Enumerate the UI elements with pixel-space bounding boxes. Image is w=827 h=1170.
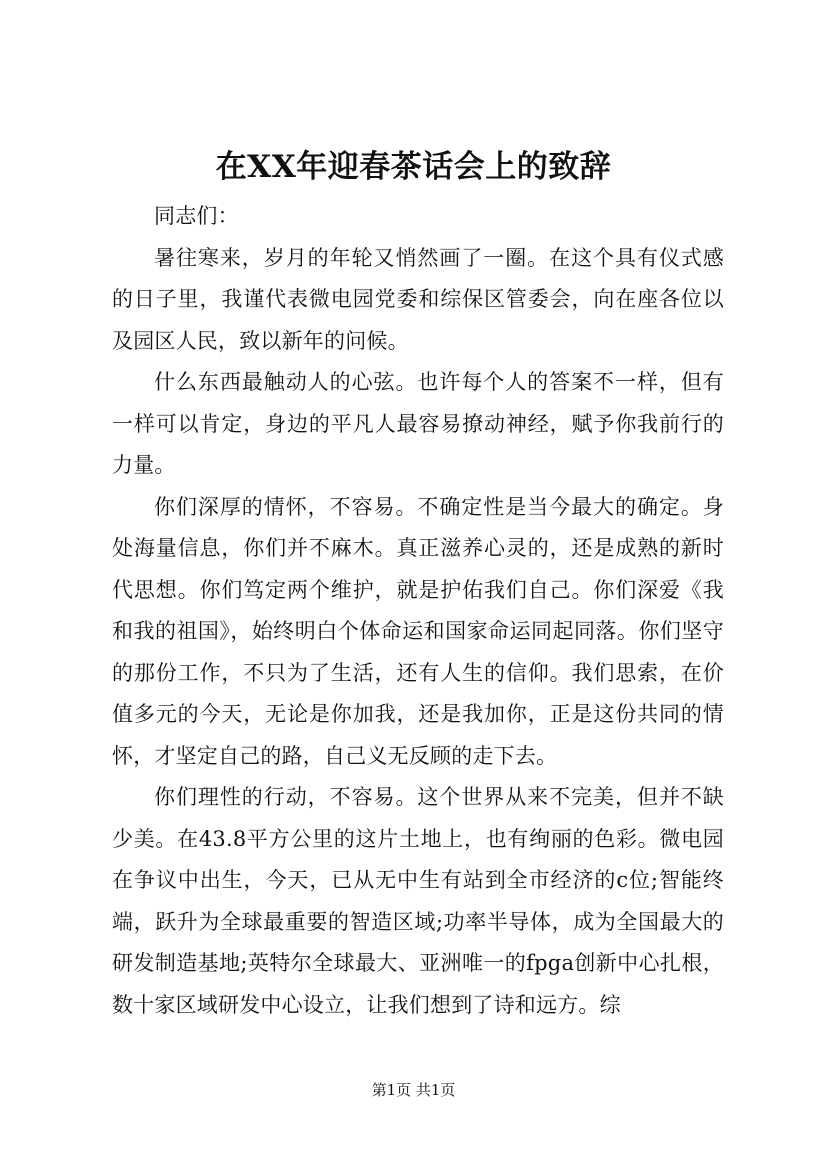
paragraph-1: 暑往寒来，岁月的年轮又悄然画了一圈。在这个具有仪式感的日子里，我谨代表微电园党委和综保区管委会，向在座各位以及园区人民，致以新年的问候。 bbox=[112, 245, 724, 353]
salutation: 同志们： bbox=[154, 204, 239, 228]
paragraph-3: 你们深厚的情怀，不容易。不确定性是当今最大的确定。身处海量信息，你们并不麻木。真正滋养心灵的，还是成熟的新时代思想。你们笃定两个维护，就是护佑我们自己。你们深爱《我和我的祖国》，始终明白个体命运和国家命运同起同落。你们坚守的那份工作，不只为了生活，还有人生的信仰。我们思索，在价值多元的今天，无论是你加我，还是我加你，正是这份共同的情怀，才坚定自己的路，自己义无反顾的走下去。 bbox=[112, 494, 724, 768]
document-body bbox=[112, 196, 724, 1026]
page-footer: 第1页 共1页 bbox=[371, 1081, 456, 1099]
paragraph-2: 什么东西最触动人的心弦。也许每个人的答案不一样，但有一样可以肯定，身边的平凡人最容易撩动神经，赋予你我前行的力量。 bbox=[112, 370, 724, 477]
document-title: 在XX年迎春茶话会上的致辞 bbox=[215, 149, 612, 185]
paragraph-4: 你们理性的行动，不容易。这个世界从来不完美，但并不缺少美。在43.8平方公里的这片土地上，也有绚丽的色彩。微电园在争议中出生，今天，已从无中生有站到全市经济的c位;智能终端，跃升为全球最重要的智造区域;功率半导体，成为全国最大的研发制造基地;英特尔全球最大、亚洲唯一的fpga创新中心扎根，数十家区域研发中心设立，让我们想到了诗和远方。综 bbox=[112, 785, 724, 1017]
